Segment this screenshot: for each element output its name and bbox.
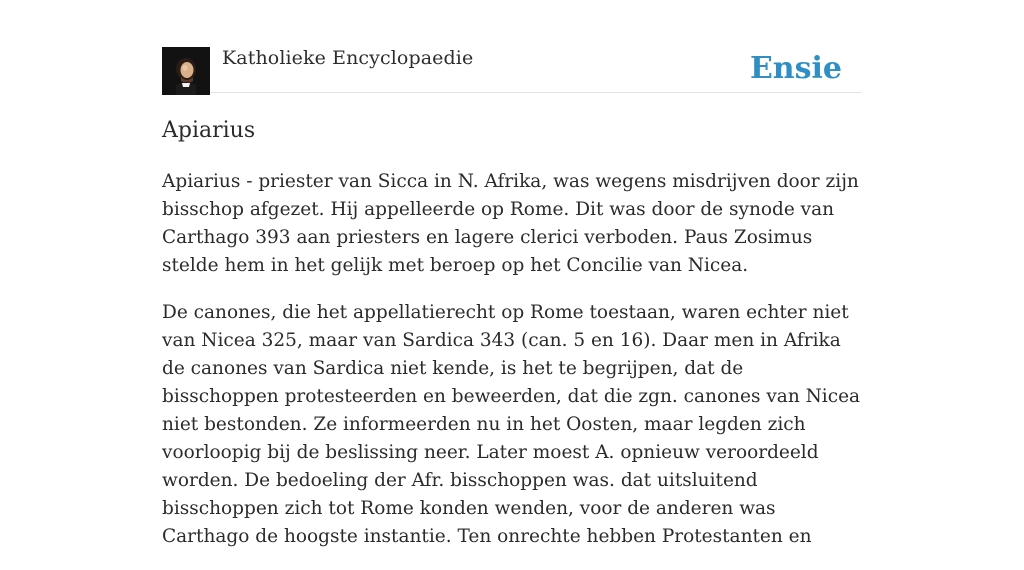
article-paragraph: Apiarius - priester van Sicca in N. Afrika, was wegens misdrijven door zijn bisschop afgezet. Hij appelleerde op Rome. Dit was door de synode van Carthago 393 aan priesters en lagere clerici verboden. Paus Zosimus stelde hem in het gelijk met beroep op het Concilie van Nicea. [162,171,859,276]
source-title[interactable]: Katholieke Encyclopaedie [222,47,474,69]
article-body [162,168,862,570]
portrait-avatar-icon[interactable] [162,47,210,95]
article-title: Apiarius [162,118,256,143]
portrait-icon-graphic [162,47,210,95]
header [162,46,862,93]
article-paragraph: De canones, die het appellatierecht op Rome toestaan, waren echter niet van Nicea 325, maar van Sardica 343 (can. 5 en 16). Daar men in Afrika de canones van Sardica niet kende, is het te begrijpen, dat de bisschoppen protesteerden en beweerden, dat die zgn. canones van Nicea niet bestonden. Ze informeerden nu in het Oosten, maar legden zich voorloopig bij de beslissing neer. Later moest A. opnieuw veroordeeld worden. De bedoeling der Afr. bisschoppen was. dat uitsluitend bisschoppen zich tot Rome konden wenden, voor de anderen was Carthago de hoogste instantie. Ten onrechte hebben Protestanten en [162,302,861,547]
brand-logo[interactable]: Ensie [749,51,842,86]
